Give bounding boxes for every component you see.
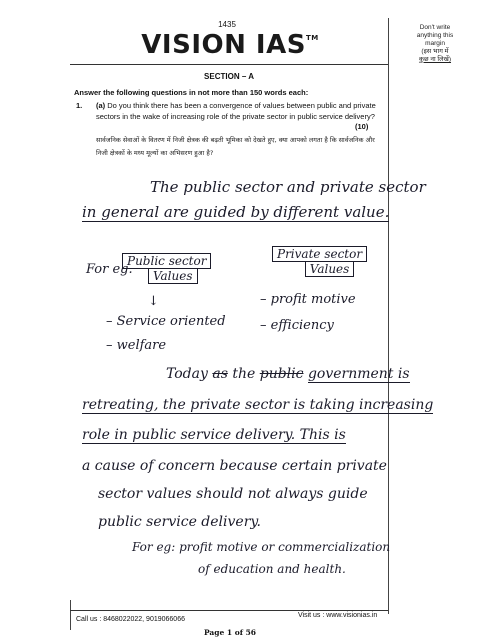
- answer-line-text: role in public service delivery. This is: [82, 427, 346, 443]
- margin-note: [389, 24, 481, 64]
- brand-logo: [140, 30, 320, 60]
- header-divider: [70, 64, 388, 65]
- public-values-label: Values: [148, 269, 198, 284]
- question-part: (a): [96, 101, 106, 110]
- private-values-box: [272, 246, 367, 277]
- trademark: TM: [305, 34, 319, 42]
- answer-line-text: retreating, the private sector is taking increasing: [82, 397, 434, 413]
- struck-word: public: [259, 366, 304, 382]
- section-title: SECTION – A: [204, 72, 254, 81]
- answer-line: The public sector and private sector: [150, 178, 426, 196]
- example-label: For eg.: [86, 262, 133, 277]
- brand-name: VISION IAS: [141, 30, 306, 60]
- arrow-down-icon: ↓: [148, 294, 159, 309]
- left-margin-line: [70, 600, 71, 630]
- answer-line: [82, 397, 433, 413]
- answer-word: government is: [307, 366, 410, 382]
- margin-note-line: anything this: [416, 32, 454, 39]
- public-value-item: – welfare: [106, 338, 167, 353]
- struck-word: as: [212, 366, 228, 382]
- footer-website: Visit us : www.visionias.in: [298, 612, 378, 619]
- answer-line: [166, 366, 410, 382]
- private-sector-label: Private sector: [272, 246, 367, 262]
- public-sector-label: Public sector: [122, 253, 211, 269]
- answer-line: of education and health.: [198, 562, 346, 576]
- private-values-label: Values: [305, 262, 355, 277]
- margin-note-line: (इस भाग में: [421, 48, 449, 55]
- answer-line: a cause of concern because certain private: [82, 458, 387, 474]
- footer-divider: [70, 610, 388, 611]
- answer-line: public service delivery.: [98, 514, 261, 530]
- margin-note-line: कुछ ना लिखें): [418, 56, 452, 63]
- page-number: Page 1 of 56: [203, 628, 257, 637]
- answer-line: [82, 427, 346, 443]
- question-number: 1.: [76, 101, 83, 110]
- answer-word: Today: [166, 366, 208, 382]
- public-value-item: – Service oriented: [106, 314, 226, 329]
- answer-line: [82, 203, 389, 221]
- margin-note-line: margin: [425, 40, 445, 47]
- private-value-item: – efficiency: [260, 318, 334, 333]
- answer-word: the: [232, 366, 256, 382]
- public-values-box: [122, 253, 211, 284]
- question-text-en: [96, 101, 386, 122]
- margin-divider: [388, 18, 389, 614]
- question-text-hi: सार्वजनिक सेवाओं के वितरण में निजी क्षेत्रक की बढ़ती भूमिका को देखते हुए, क्या आपको लगता है कि सार्वजनिक और निजी क्षेत्रकों के मध्य मूल्यों का अभिसरण हुआ है?: [96, 136, 375, 157]
- margin-note-line: Don't write: [419, 24, 451, 31]
- answer-line: For eg: profit motive or commercialization: [132, 540, 391, 554]
- answer-line: sector values should not always guide: [98, 486, 368, 502]
- question-body: Do you think there has been a convergence of values between public and private sectors in the wake of increasing role of the private sector in public service delivery?: [96, 101, 376, 121]
- footer-contact: Call us : 8468022022, 9019066066: [76, 616, 185, 623]
- instruction: Answer the following questions in not more than 150 words each:: [74, 88, 309, 97]
- page-id: 1435: [218, 20, 236, 29]
- private-value-item: – profit motive: [260, 292, 356, 307]
- answer-line-text: in general are guided by different value.: [82, 203, 390, 221]
- question-marks: (10): [355, 122, 369, 131]
